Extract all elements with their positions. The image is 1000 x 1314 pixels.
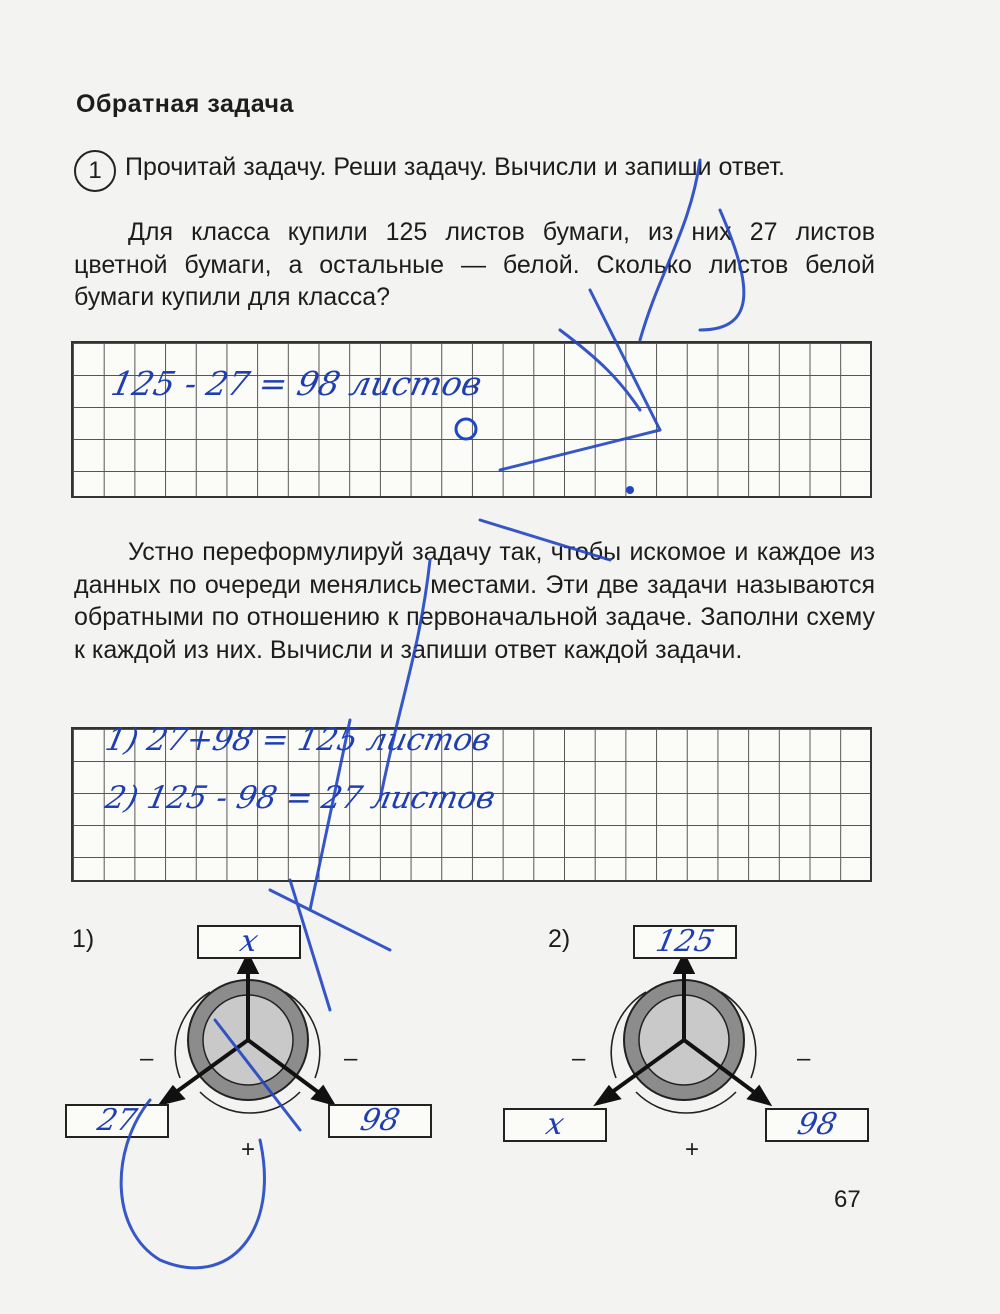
scheme-1-label: 1) — [72, 925, 95, 953]
task2-text: Устно переформулируй задачу так, чтобы искомое и каждое из данных по очереди менялись местами. Эти две задачи называются обратными по отношению к первоначальной задаче. Заполни схему к каждой из них. Вычисли и запиши ответ каждой задачи. — [74, 538, 875, 664]
scheme-2-minus-left: – — [572, 1045, 586, 1072]
scheme-2-right-box[interactable] — [765, 1108, 869, 1142]
scheme-2-left-box[interactable] — [503, 1108, 607, 1142]
task-number-badge: 1 — [74, 150, 116, 192]
scheme-2-top-box[interactable] — [633, 925, 737, 959]
scheme-1-minus-right: – — [344, 1045, 358, 1072]
scheme-1-plus: + — [241, 1136, 256, 1163]
page-number: 67 — [834, 1186, 861, 1213]
scheme-1-right-box[interactable] — [328, 1104, 432, 1138]
scheme-1-left-value: 27 — [94, 1103, 140, 1138]
scheme-2-right-value: 98 — [794, 1107, 840, 1142]
section-heading: Обратная задача — [76, 90, 294, 118]
handwritten-answer-2b: 2) 125 - 98 = 27 листов — [102, 780, 499, 816]
task1-problem: Для класса купили 125 листов бумаги, из них 27 листов цветной бумаги, а остальные — белой. Сколько листов белой бумаги купили для класса? — [74, 218, 875, 311]
handwritten-answer-2a: 1) 27+98 = 125 листов — [102, 722, 495, 758]
scheme-1-top-box[interactable] — [197, 925, 301, 959]
scheme-2-top-value: 125 — [652, 924, 718, 959]
scheme-1-left-box[interactable] — [65, 1104, 169, 1138]
scheme-2-minus-right: – — [797, 1045, 811, 1072]
scheme-2-label: 2) — [548, 925, 571, 953]
scheme-2-plus: + — [685, 1136, 700, 1163]
scheme-2-left-value: x — [542, 1107, 568, 1142]
handwritten-answer-1: 125 - 27 = 98 листов — [107, 364, 486, 403]
scheme-1-right-value: 98 — [357, 1103, 403, 1138]
scheme-1-top-value: x — [236, 924, 262, 959]
task1-instruction: Прочитай задачу. Реши задачу. Вычисли и запиши ответ. — [125, 153, 785, 181]
scheme-1-minus-left: – — [140, 1045, 154, 1072]
